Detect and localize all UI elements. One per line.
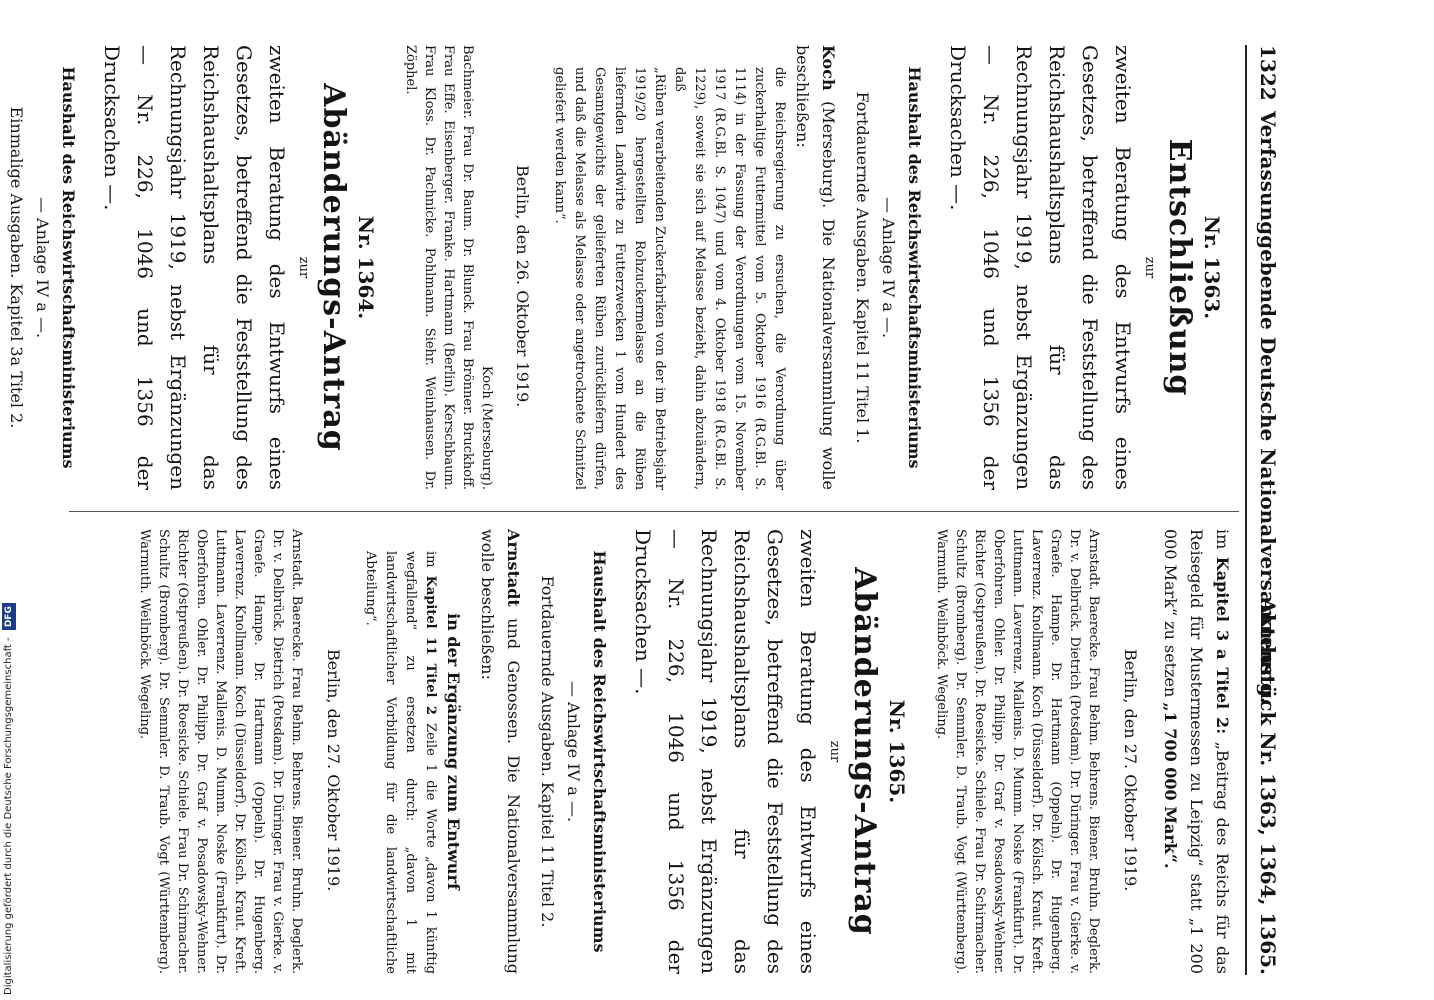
nr1363-motion-intro: (Merseburg). Die Nationalversammlung wolle beschließen: <box>793 45 838 490</box>
nr1364-zur: zur <box>296 256 311 279</box>
nr1363-anlage: — Anlage IV a —. <box>879 196 898 339</box>
nr1365-motion <box>474 529 526 974</box>
continuation-motion <box>1157 529 1235 974</box>
nr1363-ministry: Haushalt des Reichswirtschaftsministeriums <box>905 66 924 469</box>
nr1365-ausgaben: Fortdauernde Ausgaben. Kapitel 11 Titel 2. <box>538 575 557 928</box>
nr1364-ausgaben: Einmalige Ausgaben. Kapitel 3a Titel 2. <box>7 106 26 429</box>
nr1365-sub-label: Kapitel 11 Titel 2 <box>423 575 438 715</box>
nr1365-motion-intro: und Genossen. Die Nationalversammlung wolle beschließen: <box>478 529 523 974</box>
continuation-pre: im <box>1213 529 1232 550</box>
column-divider <box>69 511 1239 512</box>
continuation-text: „Beitrag des Reichs für das Reisegeld für Mustermessen zu Leipzig“ statt „1 200 000 Mark“ zu setzen <box>1161 529 1232 974</box>
nr1365-heading: Abänderungs-Antrag <box>847 567 882 936</box>
page-number: 1322 <box>1256 45 1280 101</box>
publication-title: Verfassunggebende Deutsche Nationalversammlung. <box>1256 111 1280 704</box>
nr1365-number: Nr. 1365. <box>885 699 909 804</box>
nr1365-sub-pre: im <box>423 551 438 568</box>
nr1365-body: zweiten Beratung des Entwurfs eines Gesetzes, betreffend die Feststellung des Reichshaushaltsplans für das Rechnungsjahr 1919, nebst Ergänzungen — Nr. 226, 1046 und 1356 der Drucksachen —. <box>631 529 820 974</box>
continuation-cosigners: Arnstadt. Baerecke. Frau Behm. Behrens. Biener. Bruhn. Deglerk. Dr. v. Delbrück. Dietrich (Potsdam). Dr. Düringer. Frau v. Gierke. v. Graefe. Hampe. Dr. Hartmann (Oppeln). Dr. Hugenberg. Laverrenz. Knollmann. Koch (Düsseldorf). Dr. Kölsch. Kraut. Kreft. Luttmann. Laverrenz. Mallenis. D. Mumm. Noske (Frankfurt). Dr. Oberfohren. Ohler. Dr. Philipp. Dr. Graf v. Posadowsky-Wehner. Richter (Ostpreußen). Dr. Roesicke. Schiele. Frau Dr. Schirmacher. Schultz (Bromberg). Dr. Semmler. D. Traub. Vogt (Württemberg). Warmuth. Weilnböck. Wegeling. <box>934 529 1101 974</box>
left-column <box>0 45 1235 490</box>
running-head <box>1245 45 1287 975</box>
continuation-label: Kapitel 3 a Titel 2: <box>1213 556 1232 735</box>
nr1365-sub-heading: in der Ergänzung zum Entwurf <box>444 613 463 890</box>
nr1365-cosigners: Arnstadt. Baerecke. Frau Behm. Behrens. Biener. Bruhn. Deglerk. Dr. v. Delbrück. Dietrich (Potsdam). Dr. Düringer. Frau v. Gierke. v. Graefe. Hampe. Dr. Hartmann (Oppeln). Dr. Hugenberg. Laverrenz. Knollmann. Koch (Düsseldorf). Dr. Kölsch. Kraut. Kreft. Luttmann. Laverrenz. Mallenis. D. Mumm. Noske (Frankfurt). Dr. Oberfohren. Ohler. Dr. Philipp. Dr. Graf v. Posadowsky-Wehner. Richter (Ostpreußen). Dr. Roesicke. Schiele. Frau Dr. Schirmacher. Schultz (Bromberg). Dr. Semmler. D. Traub. Vogt (Württemberg). Warmuth. Weilnböck. Wegeling. <box>137 529 304 974</box>
nr1365-anlage: — Anlage IV a —. <box>564 680 583 823</box>
nr1363-body: zweiten Beratung des Entwurfs eines Gesetzes, betreffend die Feststellung des Reichshaushaltsplans für das Rechnungsjahr 1919, nebst Ergänzungen — Nr. 226, 1046 und 1356 der Drucksachen —. <box>946 45 1135 490</box>
continuation-amount: „1 700 000 Mark“. <box>1161 702 1180 869</box>
nr1363-motion-author: Koch <box>819 45 838 91</box>
digitization-footer <box>2 603 16 995</box>
continuation-date: Berlin, den 27. Oktober 1919. <box>1121 649 1140 892</box>
nr1365-ministry: Haushalt des Reichswirtschaftsministeriums <box>590 550 609 953</box>
nr1364-number: Nr. 1364. <box>354 215 378 320</box>
nr1365-motion-author: Arnstadt <box>504 529 523 607</box>
nr1363-signature: Koch (Merseburg). <box>479 365 494 490</box>
footer-text: Digitalisierung gefördert durch die Deutsche Forschungsgemeinschaft - <box>3 637 14 995</box>
nr1363-heading: Entschließung <box>1162 138 1197 397</box>
nr1365-date: Berlin, den 27. Oktober 1919. <box>324 649 343 892</box>
nr1365-zur: zur <box>827 740 842 763</box>
nr1364-ministry: Haushalt des Reichswirtschaftsministeriums <box>59 66 78 469</box>
nr1363-motion <box>789 45 841 490</box>
document-references: Aktenstück Nr. 1363, 1364, 1365. <box>1256 598 1280 975</box>
nr1363-date: Berlin, den 26. Oktober 1919. <box>513 165 532 408</box>
dfg-logo-icon: DFG <box>2 603 16 630</box>
nr1365-sub-motion <box>360 529 440 974</box>
nr1363-number: Nr. 1363. <box>1200 215 1224 320</box>
nr1363-motion-quote: „Rüben verarbeitenden Zuckerfabriken von der im Betriebsjahr 1919/20 hergestellten Rohzuckermelasse an die Rüben liefernden Landwirte zu Futterzwecken 1 vom Hundert des Gesamtgewichts der gelieferten Rüben zurückliefern dürfen, und daß die Melasse als Melasse oder angetrocknete Schnitzel geliefert werden kann“. <box>552 67 667 490</box>
nr1363-zur: zur <box>1142 256 1157 279</box>
nr1364-body: zweiten Beratung des Entwurfs eines Gesetzes, betreffend die Feststellung des Reichshaushaltsplans für das Rechnungsjahr 1919, nebst Ergänzungen — Nr. 226, 1046 und 1356 der Drucksachen —. <box>100 45 289 490</box>
nr1363-cosigners: Bachmeier. Frau Dr. Baum. Dr. Blunck. Frau Brönner. Bruckhoff. Frau Effe. Eisenberger. Franke. Hartmann (Berlin). Kerschbaum. Frau Kloss. Dr. Pachnicke. Pohlmann. Siehr. Weinhausen. Dr. Zöphel. <box>403 45 475 490</box>
nr1363-motion-text: die Reichsregierung zu ersuchen, die Verordnung über zuckerhaltige Futtermittel vom 5. Oktober 1916 (R.G.Bl. S. 1114) in der Fassung der Verordnungen vom 15. November 1917 (R.G.Bl. S. 1047) und vom 4. Oktober 1918 (R.G.Bl. S. 1229), soweit sie sich auf Melasse bezieht, dahin abzuändern, daß <box>672 67 787 490</box>
nr1364-heading: Abänderungs-Antrag <box>316 83 351 452</box>
right-column <box>135 529 1235 974</box>
nr1365-sub-text: Zeile 1 die Worte „davon 1 künftig wegfallend“ zu ersetzen durch: „davon 1 mit landwirtschaftlicher Vorbildung für die landwirtschaftliche Abteilung“. <box>363 551 438 974</box>
nr1364-anlage: — Anlage IV a —. <box>33 196 52 339</box>
nr1363-ausgaben: Fortdauernde Ausgaben. Kapitel 11 Titel 1. <box>853 91 872 444</box>
